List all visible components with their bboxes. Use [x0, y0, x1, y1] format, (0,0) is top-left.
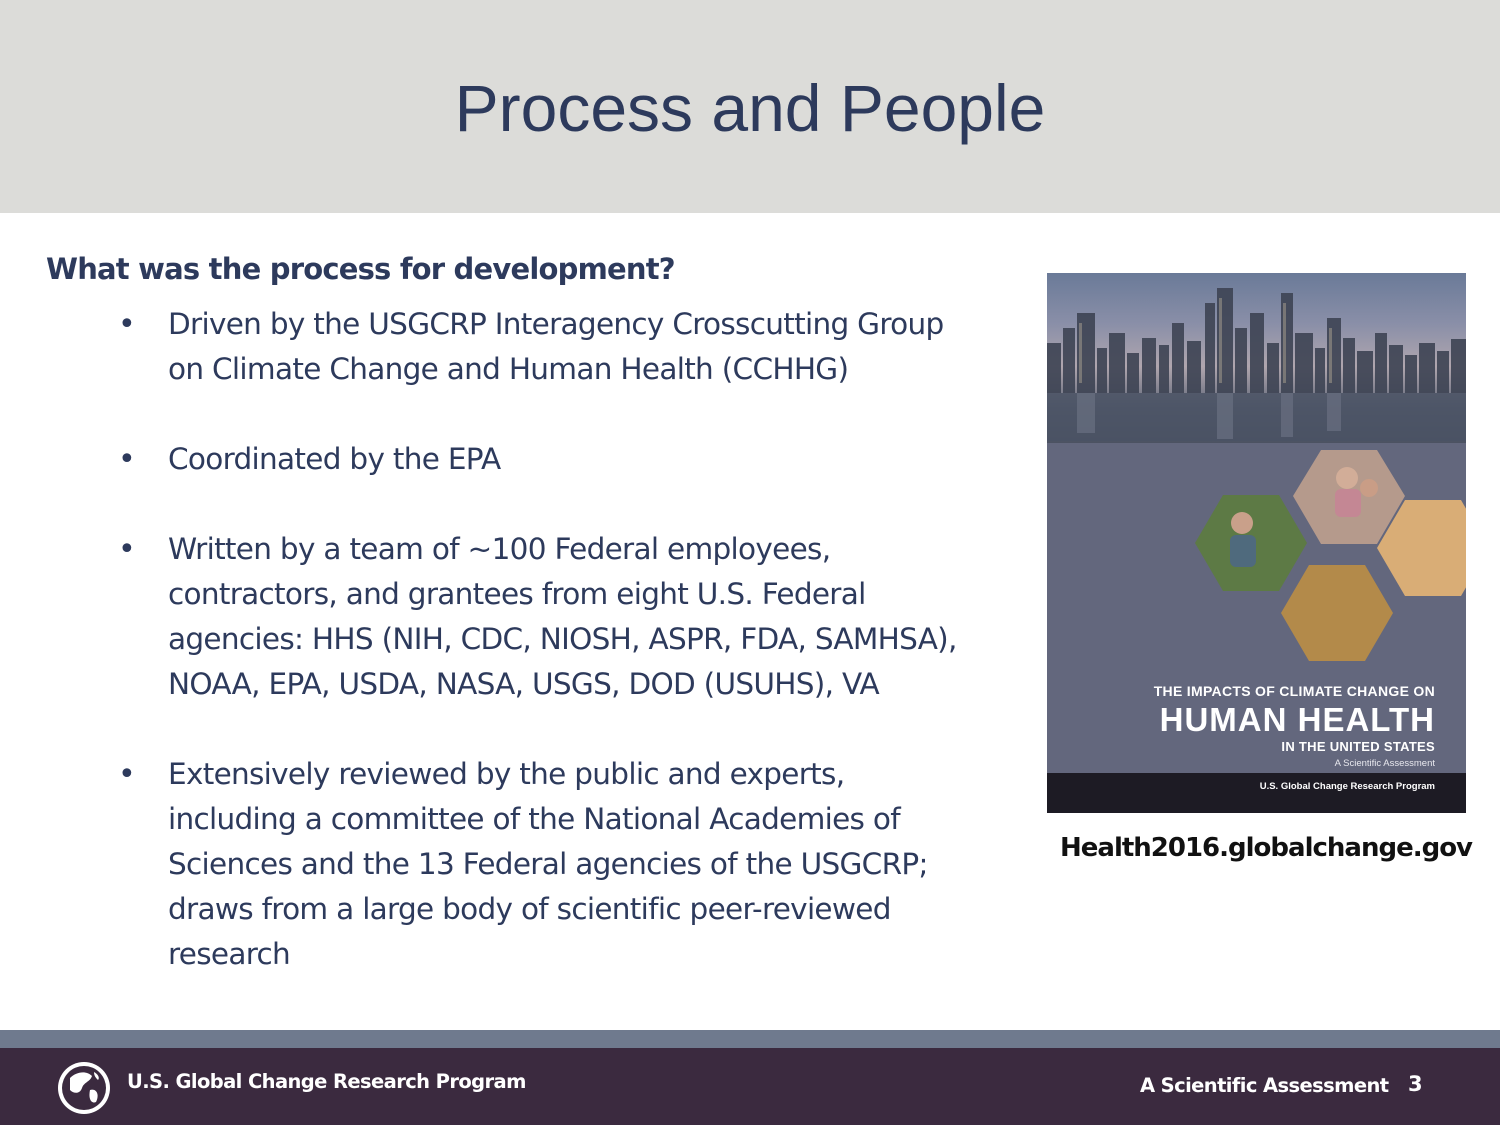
footer-stripe — [0, 1030, 1500, 1048]
page-number: 3 — [1408, 1072, 1423, 1096]
bullet-line: including a committee of the National Academies of — [168, 802, 900, 836]
cover-title: HUMAN HEALTH — [1159, 701, 1435, 738]
bullet-glyph: • — [118, 532, 136, 567]
bullet-line: Sciences and the 13 Federal agencies of the USGCRP; — [168, 847, 928, 881]
footer-org-name: U.S. Global Change Research Program — [127, 1070, 526, 1093]
bullet-line: research — [168, 937, 291, 971]
globe-icon — [56, 1060, 112, 1116]
slide-title: Process and People — [454, 71, 1046, 145]
bullet-line: on Climate Change and Human Health (CCHHG) — [168, 352, 849, 386]
section-question: What was the process for development? — [46, 252, 675, 286]
bullet-line: contractors, and grantees from eight U.S. Federal — [168, 577, 866, 611]
bullet-glyph: • — [118, 442, 136, 477]
bullet-line: Extensively reviewed by the public and experts, — [168, 757, 845, 791]
bullet-text — [168, 437, 1018, 482]
bullet-line: Driven by the USGCRP Interagency Crosscutting Group — [168, 307, 944, 341]
bullet-glyph: • — [118, 757, 136, 792]
bullet-line: NOAA, EPA, USDA, NASA, USGS, DOD (USUHS), VA — [168, 667, 880, 701]
cover-footer-strip — [1047, 773, 1466, 813]
cover-tagline: A Scientific Assessment — [1334, 758, 1435, 769]
cover-subtitle-top: THE IMPACTS OF CLIMATE CHANGE ON — [1153, 683, 1435, 699]
report-website-link[interactable]: Health2016.globalchange.gov — [1060, 833, 1473, 863]
bullet-text — [168, 752, 1018, 977]
cover-program-name: U.S. Global Change Research Program — [1259, 781, 1435, 792]
bullet-line: agencies: HHS (NIH, CDC, NIOSH, ASPR, FDA, SAMHSA), — [168, 622, 957, 656]
bullet-glyph: • — [118, 307, 136, 342]
bullet-text — [168, 527, 1018, 707]
bullet-line: Written by a team of ~100 Federal employees, — [168, 532, 831, 566]
hexagon-dark — [1281, 565, 1393, 661]
bullet-line: draws from a large body of scientific peer-reviewed — [168, 892, 891, 926]
bullet-text — [168, 302, 1018, 392]
cover-subtitle-bottom: IN THE UNITED STATES — [1281, 739, 1435, 754]
footer-tagline: A Scientific Assessment — [1140, 1074, 1389, 1097]
report-cover-image — [1047, 273, 1466, 813]
bullet-line: Coordinated by the EPA — [168, 442, 501, 476]
